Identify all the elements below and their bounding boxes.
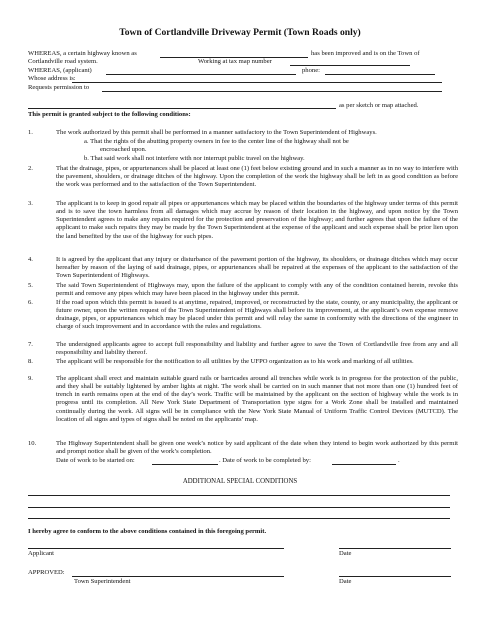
additional-conditions-heading: ADDITIONAL SPECIAL CONDITIONS bbox=[182, 478, 298, 485]
condition-4 bbox=[0, 256, 480, 282]
condition-7 bbox=[0, 341, 480, 359]
condition-number: 5. bbox=[28, 282, 33, 289]
condition-text: The Highway Superintendent shall be given one week’s notice by said applicant of the date when they intend to begin work authorized by this permit and prompt notice shall be given of the work’s completion. bbox=[56, 440, 458, 456]
condition-number: 10. bbox=[28, 440, 37, 447]
town-superintendent-label: Town Superintendent bbox=[74, 578, 131, 585]
condition-text: a. That the rights of the abutting property owners in fee to the center line of the highway shall not be bbox=[84, 138, 349, 145]
date-period: . bbox=[398, 457, 400, 464]
condition-text: If the road upon which this permit is issued is at anytime, repaired, improved, or reconstructed by the state, county, or any municipality, the applicant or future owner, upon the written request of the Town Superintendent of Highways shall before its improvement, at the applicant’s own expense remove drainage, pipes, or appurtenances which may be placed under this permit and will relay the same in conformity with the directions of the engineer in charge of such improvement and in accordance with the rules and regulations. bbox=[56, 299, 458, 331]
address-field[interactable] bbox=[72, 82, 442, 83]
condition-1b bbox=[0, 155, 480, 165]
applicant-label: WHEREAS, (applicant) bbox=[28, 67, 92, 74]
approved-date-field[interactable] bbox=[339, 576, 451, 577]
condition-number: 6. bbox=[28, 299, 33, 306]
condition-2 bbox=[0, 165, 480, 199]
tax-map-label: Working at tax map number bbox=[198, 58, 272, 65]
condition-9 bbox=[0, 375, 480, 441]
condition-5 bbox=[0, 282, 480, 300]
additional-line-2[interactable] bbox=[28, 507, 450, 508]
whereas-highway-end: has been improved and is on the Town of bbox=[311, 50, 420, 57]
condition-number: 8. bbox=[28, 358, 33, 365]
road-system-text: Cortlandville road system. bbox=[28, 58, 98, 65]
as-per-sketch-text: as per sketch or map attached. bbox=[339, 102, 419, 109]
date-start-field[interactable] bbox=[152, 464, 218, 465]
condition-text: It is agreed by the applicant that any injury or disturbance of the pavement portion of the highway, its shoulders, or drainage ditches which may occur hereafter by reason of the laying of said drainage, pipes, or appurtenances shall be repaired at the expenses of the applicant to the satisfaction of the Town Superintendent of Highways. bbox=[56, 256, 458, 280]
requests-label: Requests permission to bbox=[28, 84, 90, 91]
conditions-heading: This permit is granted subject to the following conditions: bbox=[28, 111, 191, 118]
page-title: Town of Cortlandville Driveway Permit (Town Roads only) bbox=[119, 27, 361, 38]
condition-10 bbox=[0, 440, 480, 458]
approved-label: APPROVED: bbox=[28, 569, 65, 576]
condition-6 bbox=[0, 299, 480, 341]
agree-statement: I hereby agree to conform to the above conditions contained in this foregoing permit. bbox=[28, 528, 267, 535]
date-label-2: Date bbox=[339, 578, 352, 585]
additional-line-1[interactable] bbox=[28, 495, 450, 496]
date-complete-field[interactable] bbox=[332, 464, 396, 465]
address-label: Whose address is: bbox=[28, 75, 76, 82]
condition-number: 3. bbox=[28, 200, 33, 207]
additional-line-3[interactable] bbox=[28, 518, 450, 519]
condition-number: 2. bbox=[28, 165, 33, 172]
condition-text: The undersigned applicants agree to accept full responsibility and liability and further agree to save the Town of Cortlandville free from any and all responsibility and liability thereof. bbox=[56, 341, 458, 357]
condition-text: The applicant is to keep in good repair all pipes or appurtenances which may be placed within the boundaries of the highway under terms of this permit and is to save the town harmless from all damages which may accrue by reason of their location in the highway, and upon notice by the Town Superintendent agrees to make any repairs required for the protection and preservation of the highway; and further agrees that upon the failure of the applicant to make such repairs they may be made by the Town Superintendent at the expense of the applicant and such expense shall be prior lien upon the land benefited by the use of the highway for such pipes. bbox=[56, 200, 458, 240]
condition-number: 1. bbox=[28, 129, 33, 136]
condition-3 bbox=[0, 200, 480, 258]
condition-number: 7. bbox=[28, 341, 33, 348]
phone-label: phone: bbox=[302, 67, 320, 74]
condition-number: 9. bbox=[28, 375, 33, 382]
condition-text: b. That said work shall not interfere with nor interrupt public travel on the highway. bbox=[84, 155, 305, 162]
requests-field-1[interactable] bbox=[102, 91, 442, 92]
condition-text: The said Town Superintendent of Highways may, upon the failure of the applicant to comply with any of the condition contained herein, revoke this permit and remove any pipes which may have been placed in the highway under this permit. bbox=[56, 282, 458, 298]
condition-text: That the drainage, pipes, or appurtenances shall be placed at least one (1) feet below existing ground and in such a manner as in no way to interfere with the pavement, shoulders, or drainage ditches of the highway. Upon the completion of the work the highway shall be left in as good condition as before the work was performed and to the satisfaction of the Town Superintendent. bbox=[56, 165, 458, 189]
whereas-highway-label: WHEREAS, a certain highway known as bbox=[28, 50, 137, 57]
phone-field[interactable] bbox=[325, 74, 435, 75]
condition-text: The applicant shall erect and maintain suitable guard rails or barricades around all trenches while work is in progress for the protection of the public, and they shall be suitably lightened by amber lights at night. The work shall be carried on in such manner that not more than one (1) hundred feet of trench in earth remains open at the end of the day’s work. Traffic will be maintained by the applicant on the section of highway while the work is in progress until its completion. All New York State Department of Transportation type signs for a Work Zone shall be installed and maintained continually during the work. All signs will be in compliance with the New York State Manual of Uniform Traffic Control Devices (MUTCD). The location of all signs and types of signs shall be noted on the applicants’ map. bbox=[56, 375, 458, 423]
condition-text: encroached upon. bbox=[100, 146, 147, 153]
date-label-1: Date bbox=[339, 550, 352, 557]
condition-text: The applicant will be responsible for the notification to all utilities by the UFPO organization as to his work and marking of all utilities. bbox=[56, 358, 414, 365]
tax-map-field[interactable] bbox=[290, 65, 410, 66]
approved-signature-field[interactable] bbox=[72, 576, 284, 577]
condition-text: The work authorized by this permit shall be performed in a manner satisfactory to the Town Superintendent of Highways. bbox=[56, 129, 377, 136]
date-complete-label: . Date of work to be completed by: bbox=[219, 457, 311, 464]
condition-8 bbox=[0, 358, 480, 376]
date-start-label: Date of work to be started on: bbox=[56, 457, 135, 464]
applicant-sig-label: Applicant bbox=[28, 550, 55, 557]
condition-number: 4. bbox=[28, 256, 33, 263]
applicant-date-field[interactable] bbox=[339, 548, 451, 549]
requests-field-2[interactable] bbox=[28, 108, 336, 109]
applicant-signature-field[interactable] bbox=[28, 548, 284, 549]
applicant-field[interactable] bbox=[106, 74, 296, 75]
